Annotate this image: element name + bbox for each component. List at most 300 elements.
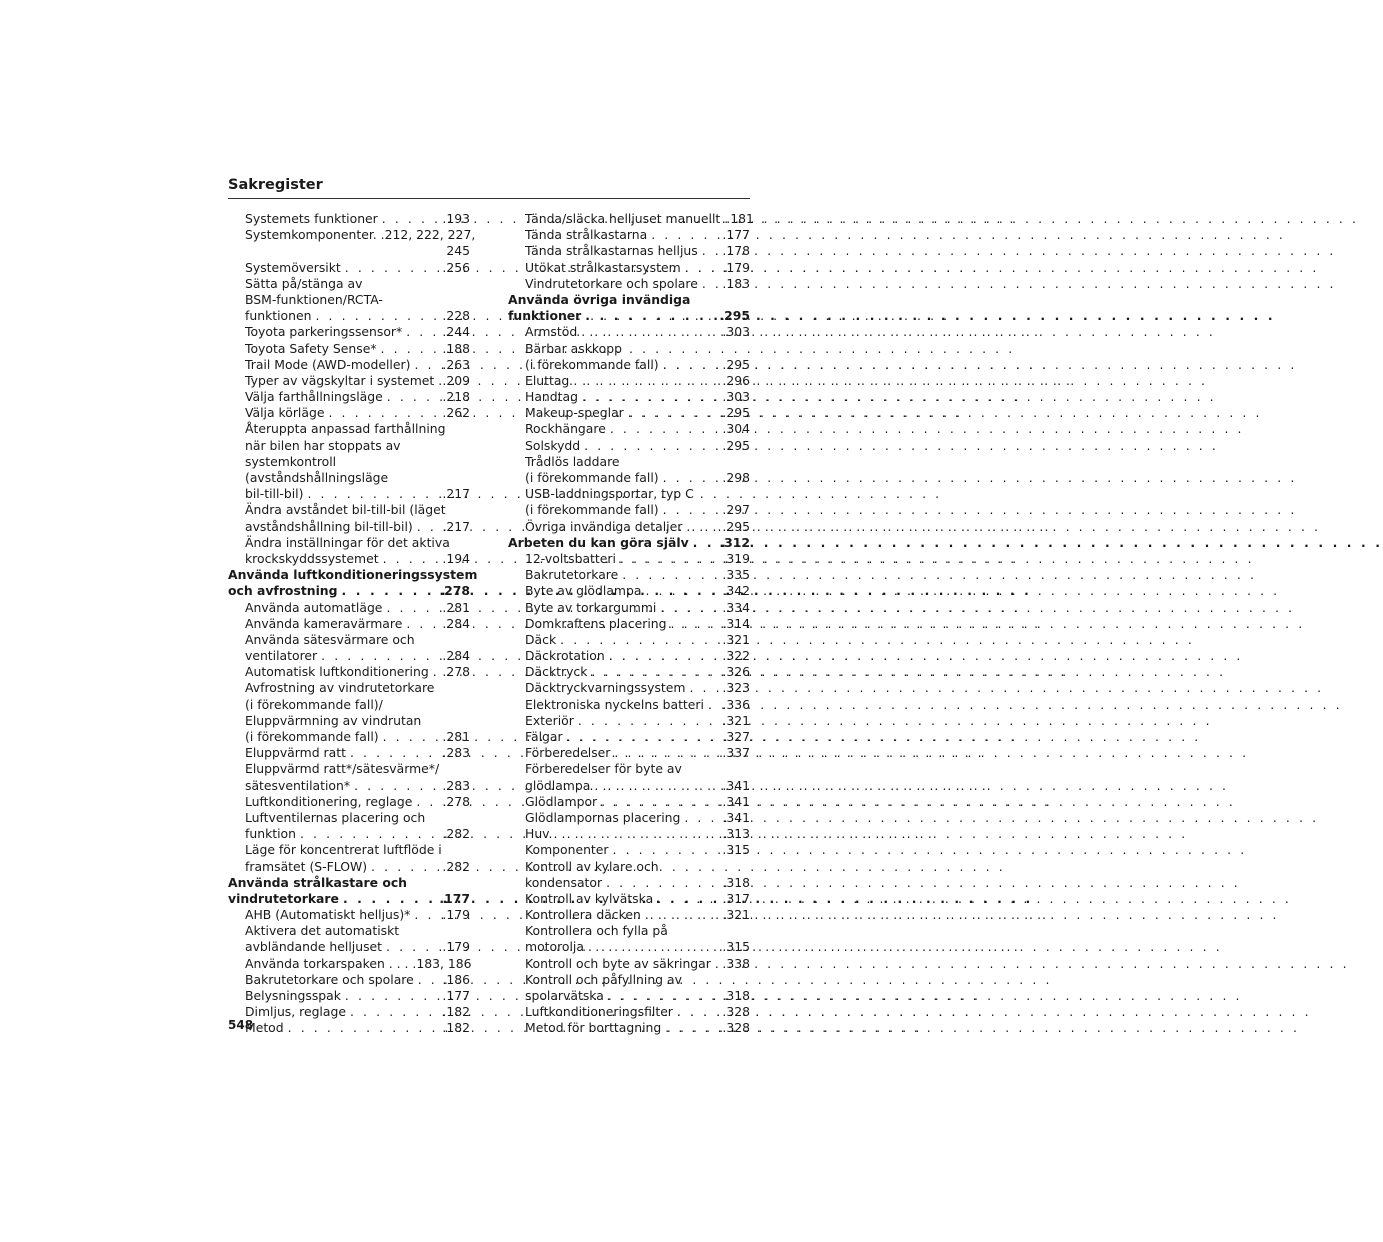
dot-leader: [284, 1020, 443, 1036]
index-column-left: [228, 211, 478, 1037]
index-entry-label: glödlampa: [525, 777, 591, 793]
index-entry-page: .228: [442, 308, 470, 324]
index-entry-label: Trådlös laddare: [525, 453, 620, 469]
index-entry-label: (i förekommande fall): [525, 470, 659, 485]
index-entry-page: .177: [722, 227, 750, 243]
index-entry-label: bil-till-bil): [245, 486, 304, 502]
index-entry-label: Vindrutetorkare och spolare: [525, 275, 698, 291]
index-entry-label: avståndshållning bil-till-bil): [245, 518, 413, 534]
index-entry-page: .321: [722, 712, 750, 728]
index-entry: [508, 502, 750, 518]
index-entry: [508, 956, 750, 972]
index-entry-page: .179: [442, 939, 470, 955]
dot-leader: [382, 600, 442, 616]
index-entry-label: Arbeten du kan göra själv: [508, 534, 689, 550]
index-entry-label: Ändra avståndet bil-till-bil (läget: [245, 502, 446, 518]
index-entry: [508, 939, 750, 955]
index-entry-label: Luftkonditioneringsfilter: [525, 1004, 673, 1020]
index-entry: [508, 616, 750, 632]
index-entry: [228, 373, 470, 389]
index-entry-page: .217: [442, 486, 470, 502]
dot-leader: [324, 405, 442, 421]
index-entry-page: .319: [722, 550, 750, 566]
index-entry: [508, 243, 750, 259]
index-entry: [508, 373, 750, 389]
index-entry-page: .263: [442, 356, 470, 372]
index-entry-page: .295: [722, 518, 750, 534]
index-entry-label: Välja farthållningsläge: [245, 389, 383, 405]
page-title: Sakregister: [228, 177, 323, 193]
index-entry-label: Kontrollera och fylla på: [525, 923, 668, 939]
index-entry-label: Kontroll av kylare och: [525, 858, 659, 874]
dot-leader: [303, 486, 442, 502]
index-entry-page: .282: [442, 826, 470, 842]
dot-leader: [402, 616, 442, 632]
index-entry-page: .314: [722, 615, 750, 631]
index-entry: [228, 535, 470, 551]
index-entry-page: .336: [722, 696, 750, 712]
index-entry: [228, 826, 470, 842]
index-entry-page: .341: [722, 777, 750, 793]
dot-leader: [346, 745, 442, 761]
dot-leader: [382, 939, 442, 955]
index-entry: [508, 1020, 750, 1036]
index-entry-label: Typer av vägskyltar i systemet: [245, 372, 435, 388]
index-entry-label: Däckrotation: [525, 648, 605, 664]
dot-leader: [605, 648, 723, 664]
index-entry-page: .177: [439, 890, 470, 906]
dot-leader: [410, 357, 442, 373]
index-entry: [228, 211, 470, 227]
index-entry-page: .177: [442, 988, 470, 1003]
index-entry: [228, 632, 470, 648]
dot-leader: [659, 470, 723, 486]
index-entry: [508, 907, 750, 923]
index-entry: [508, 276, 750, 292]
dot-leader: [685, 680, 722, 696]
index-entry-page: 245: [446, 243, 470, 259]
index-entry: [228, 470, 470, 486]
index-entry-label: Övriga invändiga detaljer: [525, 518, 683, 534]
index-entry-label: Domkraftens placering: [525, 615, 667, 631]
index-entry-page: .328: [722, 1020, 750, 1036]
index-column-right: [508, 211, 754, 1037]
index-entry-label: Handtag: [525, 389, 578, 405]
dot-leader: [653, 891, 722, 907]
index-entry-label: Huv: [525, 826, 550, 842]
index-entry-label: 12-voltsbatteri: [525, 550, 616, 566]
index-entry: [228, 324, 470, 340]
index-entry: [508, 308, 750, 324]
index-entry-label: Kontroll och byte av säkringar: [525, 955, 711, 971]
index-entry: [228, 260, 470, 276]
dot-leader: [550, 826, 723, 842]
index-entry: [228, 875, 470, 891]
index-entry: [508, 891, 750, 907]
index-entry-label: ventilatorer: [245, 648, 318, 664]
index-entry-page: .298: [722, 470, 750, 485]
index-entry: [508, 454, 750, 470]
dot-leader: [659, 502, 723, 518]
index-entry: [508, 227, 750, 243]
index-entry-label: Eluttag: [525, 372, 570, 388]
index-entry-page: .342: [722, 583, 750, 599]
dot-leader: [413, 519, 443, 535]
index-entry-label: Använda torkarspaken . . . .183, 186: [245, 955, 472, 971]
dot-leader: [317, 648, 442, 664]
index-entry-label: spolarvätska: [525, 988, 604, 1003]
index-entry: [508, 486, 750, 502]
dot-leader: [641, 583, 722, 599]
index-entry: [228, 292, 470, 308]
index-entry-label: Däcktryckvarningssystem: [525, 680, 686, 696]
index-entry-label: Metod för borttagning: [525, 1020, 662, 1036]
index-entry-label: Toyota parkeringssensor*: [245, 324, 403, 340]
index-entry-page: .326: [722, 664, 750, 680]
index-entry-label: Däcktryck: [525, 664, 588, 680]
index-entry-page: .315: [722, 842, 750, 858]
index-entry: [228, 810, 470, 826]
index-entry: [228, 648, 470, 664]
index-entry-page: .281: [442, 729, 470, 744]
index-entry-label: Rockhängare: [525, 421, 606, 437]
index-entry: [508, 842, 750, 858]
dot-leader: [410, 907, 442, 923]
index-entry-label: Dimljus, reglage: [245, 1004, 346, 1020]
index-entry: [508, 826, 750, 842]
index-entry-page: .322: [722, 648, 750, 664]
index-entry-label: Kontroll av kylvätska: [525, 890, 654, 906]
index-entry-page: .295: [722, 437, 750, 453]
index-entry: [508, 810, 750, 826]
dot-leader: [606, 421, 723, 437]
index-entry-page: .193: [442, 211, 470, 226]
index-entry-label: Aktivera det automatiskt: [245, 923, 400, 939]
index-entry-label: Systemets funktioner: [245, 211, 378, 226]
index-entry-page: .321: [722, 631, 750, 647]
index-entry-page: .182: [442, 1004, 470, 1020]
index-entry-label: Kontroll och påfyllning av: [525, 971, 682, 987]
index-entry: [228, 697, 470, 713]
index-entry: [508, 389, 750, 405]
index-entry: [508, 583, 750, 599]
dot-leader: [578, 389, 722, 405]
index-entry: [228, 794, 470, 810]
dot-leader: [383, 389, 443, 405]
index-entry-page: .315: [722, 939, 750, 955]
index-entry: [228, 341, 470, 357]
dot-leader: [296, 826, 442, 842]
index-entry-page: .284: [442, 615, 470, 631]
index-entry-page: .317: [722, 890, 750, 906]
index-entry: [228, 907, 470, 923]
index-entry: [508, 357, 750, 373]
index-entry-label: Komponenter: [525, 842, 609, 858]
index-entry-label: och avfrostning: [228, 583, 338, 599]
index-entry-label: Bärbar askkopp: [525, 340, 622, 356]
dot-leader: [563, 729, 723, 745]
dot-leader: [704, 697, 722, 713]
dot-leader: [379, 729, 443, 745]
dot-leader: [378, 211, 443, 227]
dot-leader: [661, 1020, 722, 1036]
index-entry-page: .262: [442, 405, 470, 421]
dot-leader: [311, 308, 442, 324]
index-entry-label: Armstöd: [525, 324, 578, 340]
dot-leader: [434, 373, 442, 389]
index-entry-label: Tända/släcka helljuset manuellt: [525, 211, 721, 226]
index-entry-label: Bakrutetorkare: [525, 567, 619, 583]
index-entry-page: .179: [442, 907, 470, 923]
dot-leader: [602, 875, 722, 891]
index-entry: [508, 859, 750, 875]
dot-leader: [412, 794, 442, 810]
index-entry: [228, 243, 470, 259]
index-entry: [508, 519, 750, 535]
dot-leader: [574, 713, 723, 729]
index-entry-label: Använda övriga invändiga: [508, 291, 691, 307]
index-entry: [228, 664, 470, 680]
dot-leader: [597, 794, 722, 810]
index-entry: [228, 939, 470, 955]
index-entry: [228, 745, 470, 761]
index-entry: [508, 988, 750, 1004]
index-entry-label: (avståndshållningsläge: [245, 470, 389, 485]
index-entry: [228, 438, 470, 454]
dot-leader: [656, 600, 722, 616]
dot-leader: [590, 778, 722, 794]
index-entry: [228, 421, 470, 437]
index-entry: [508, 697, 750, 713]
index-entry-page: .209: [442, 372, 470, 388]
dot-leader: [604, 988, 723, 1004]
index-entry-label: Solskydd: [525, 437, 581, 453]
index-entry: [228, 405, 470, 421]
index-entry-page: .181: [726, 211, 754, 226]
index-entry-label: Automatisk luftkonditionering: [245, 664, 429, 680]
index-entry-label: Kontrollera däcken: [525, 907, 641, 923]
index-entry-label: Eluppvärmning av vindrutan: [245, 712, 422, 728]
index-entry: [228, 680, 470, 696]
index-entry-label: avbländande helljuset: [245, 939, 383, 955]
dot-leader: [402, 324, 442, 340]
index-entry-label: Fälgar: [525, 729, 563, 744]
dot-leader: [618, 567, 722, 583]
index-entry-page: .282: [442, 858, 470, 874]
index-entry-label: systemkontroll: [245, 453, 337, 469]
index-entry-label: funktionen: [245, 308, 312, 324]
index-entry-label: Använda sätesvärmare och: [245, 631, 415, 647]
dot-leader: [641, 907, 723, 923]
index-entry-label: Glödlampornas placering: [525, 809, 681, 825]
index-entry-label: Använda kameravärmare: [245, 615, 403, 631]
index-entry-label: Förberedelser för byte av: [525, 761, 682, 777]
index-entry-label: Återuppta anpassad farthållning: [245, 421, 446, 437]
dot-leader: [667, 616, 723, 632]
index-entry-page: .284: [442, 648, 470, 664]
dot-leader: [350, 778, 442, 794]
index-entry-page: .304: [722, 421, 750, 437]
index-entry-label: funktion: [245, 826, 296, 842]
index-entry-label: funktioner: [508, 308, 582, 324]
index-entry: [228, 923, 470, 939]
index-entry-label: Systemöversikt: [245, 259, 341, 275]
index-entry: [228, 227, 476, 243]
index-entry: [228, 988, 470, 1004]
index-entry: [228, 600, 470, 616]
index-entry-label: Avfrostning av vindrutetorkare: [245, 680, 435, 696]
index-entry-label: Eluppvärmd ratt*/sätesvärme*/: [245, 761, 440, 777]
index-entry-page: .283: [442, 777, 470, 793]
index-entry-label: BSM-funktionen/RCTA-: [245, 291, 383, 307]
index-entry: [228, 956, 470, 972]
dot-leader: [610, 745, 722, 761]
index-entry-label: Sätta på/stänga av: [245, 275, 363, 291]
dot-leader: [556, 632, 722, 648]
index-entry-label: sätesventilation*: [245, 777, 351, 793]
index-entry-label: Bakrutetorkare och spolare: [245, 971, 414, 987]
index-entry-label: Tända strålkastarnas helljus: [525, 243, 698, 259]
dot-leader: [581, 308, 719, 324]
dot-leader: [569, 373, 722, 389]
index-entry: [508, 600, 750, 616]
index-entry-label: Förberedelser: [525, 745, 611, 761]
dot-leader: [379, 551, 443, 567]
dot-leader: [580, 438, 722, 454]
dot-leader: [577, 324, 722, 340]
index-entry-label: Luftkonditionering, reglage: [245, 793, 413, 809]
index-entry: [508, 438, 750, 454]
index-entry-page: .283: [442, 745, 470, 761]
dot-leader: [673, 1004, 722, 1020]
index-entry-label: (i förekommande fall): [525, 502, 659, 518]
index-entry-page: .256: [442, 259, 470, 275]
index-entry-page: .337: [722, 745, 750, 761]
index-entry-label: Byte av torkargummi: [525, 599, 657, 615]
index-entry-label: vindrutetorkare: [228, 890, 339, 906]
index-entry: [228, 1004, 470, 1020]
index-entry: [508, 761, 750, 777]
index-entry: [508, 794, 750, 810]
index-entry-label: kondensator: [525, 874, 603, 890]
index-entry-page: .341: [722, 809, 750, 825]
index-entry-page: .217: [442, 518, 470, 534]
index-entry-label: Elektroniska nyckelns batteri: [525, 696, 704, 712]
index-entry-page: .218: [442, 389, 470, 405]
index-entry: [228, 567, 478, 583]
index-entry-label: krockskyddssystemet: [245, 550, 379, 566]
title-divider: [228, 198, 750, 199]
index-entry: [508, 745, 750, 761]
index-entry-page: .328: [722, 1004, 750, 1020]
index-entry: [508, 405, 750, 421]
index-entry-page: .312: [719, 534, 750, 550]
index-entry: [508, 292, 750, 308]
index-entry: [508, 778, 750, 794]
dot-leader: [346, 1004, 442, 1020]
dot-leader: [682, 519, 722, 535]
index-entry: [228, 276, 470, 292]
dot-leader: [341, 988, 442, 1004]
index-entry-label: USB-laddningsportar, typ C: [525, 486, 694, 502]
index-entry-page: .295: [719, 308, 750, 324]
index-entry-page: .327: [722, 729, 750, 744]
index-entry: [508, 535, 750, 551]
index-entry: [508, 632, 750, 648]
index-entry: [508, 729, 750, 745]
index-entry-page: .179: [722, 259, 750, 275]
index-entry-label: Däck: [525, 631, 557, 647]
index-entry-label: Läge för koncentrerat luftflöde i: [245, 842, 442, 858]
index-entry: [508, 260, 750, 276]
index-entry: [508, 567, 750, 583]
index-entry-page: .297: [722, 502, 750, 518]
index-entry-page: .335: [722, 567, 750, 583]
index-entry-page: .281: [442, 599, 470, 615]
index-entry: [228, 519, 470, 535]
index-entry: [508, 923, 750, 939]
dot-leader: [584, 939, 722, 955]
index-entry-label: framsätet (S-FLOW): [245, 858, 368, 874]
index-entry: [228, 583, 470, 599]
index-entry: [508, 470, 750, 486]
index-entry: [228, 357, 470, 373]
dot-leader: [339, 891, 439, 907]
page-number: 548: [228, 1018, 254, 1032]
index-entry: [508, 341, 750, 357]
index-entry-label: (i förekommande fall)/: [245, 696, 383, 712]
index-entry: [228, 891, 470, 907]
index-entry-page: .194: [442, 550, 470, 566]
index-entry-label: Belysningsspak: [245, 988, 341, 1003]
index-entry-label: motorolja: [525, 939, 584, 955]
index-entry: [508, 324, 750, 340]
index-entry-page: .318: [722, 874, 750, 890]
dot-leader: [367, 859, 442, 875]
index-entry: [228, 713, 470, 729]
index-entry-label: Luftventilernas placering och: [245, 809, 426, 825]
index-entry-page: .278: [442, 793, 470, 809]
index-entry-page: .318: [722, 988, 750, 1003]
index-entry-page: .278: [442, 664, 470, 680]
dot-leader: [647, 227, 722, 243]
index-entry-label: (i förekommande fall): [245, 729, 379, 744]
index-entry-page: .183: [722, 275, 750, 291]
index-entry: [228, 454, 470, 470]
index-entry: [228, 551, 470, 567]
index-entry: [228, 729, 470, 745]
dot-leader: [429, 664, 443, 680]
index-entry: [508, 972, 750, 988]
index-entry-label: Använda luftkonditioneringssystem: [228, 567, 478, 583]
dot-leader: [698, 276, 723, 292]
index-entry-label: Exteriör: [525, 712, 574, 728]
index-entry-label: Makeup-speglar: [525, 405, 624, 421]
index-entry-page: .295: [722, 405, 750, 421]
dot-leader: [680, 810, 722, 826]
index-entry-page: .186: [442, 971, 470, 987]
index-entry-page: .334: [722, 599, 750, 615]
index-entry-page: .295: [722, 356, 750, 372]
index-entry: [508, 875, 750, 891]
index-entry-page: .296: [722, 372, 750, 388]
dot-leader: [689, 535, 720, 551]
index-entry-page: .244: [442, 324, 470, 340]
index-entry-page: .323: [722, 680, 750, 696]
dot-leader: [377, 341, 443, 357]
index-entry-page: .303: [722, 324, 750, 340]
index-entry: [508, 211, 754, 227]
